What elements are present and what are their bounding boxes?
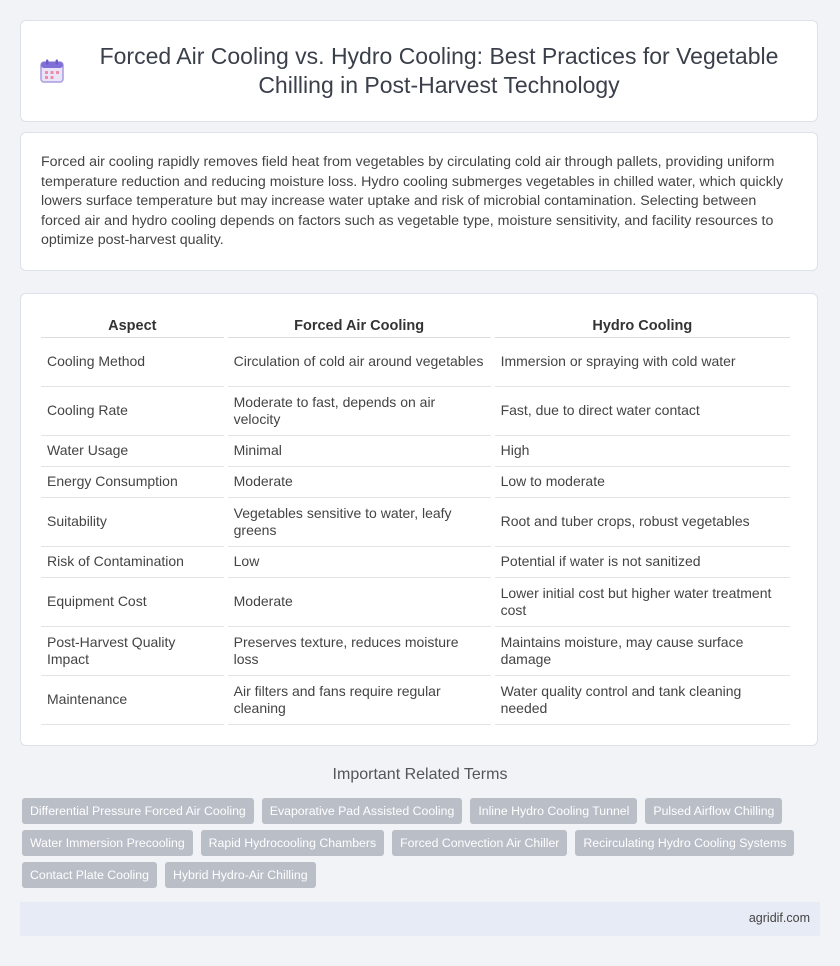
cell-hydro: Fast, due to direct water contact	[495, 387, 790, 436]
table-row	[41, 338, 790, 387]
table-row	[41, 387, 790, 436]
related-terms-title: Important Related Terms	[332, 766, 508, 783]
cell-forced-air: Moderate	[228, 578, 491, 627]
related-term-tag[interactable]: Water Immersion Precooling	[22, 830, 193, 856]
header-hydro: Hydro Cooling	[495, 312, 790, 338]
header-forced-air: Forced Air Cooling	[228, 312, 491, 338]
cell-hydro: Lower initial cost but higher water treatment cost	[495, 578, 790, 627]
footer-site-link[interactable]: agridif.com	[748, 911, 810, 925]
table-row	[41, 676, 790, 725]
table-row	[41, 547, 790, 578]
cell-aspect: Suitability	[41, 498, 224, 547]
cell-hydro: Water quality control and tank cleaning needed	[495, 676, 790, 725]
table-row	[41, 436, 790, 467]
cell-forced-air: Preserves texture, reduces moisture loss	[228, 627, 491, 676]
related-term-tag[interactable]: Pulsed Airflow Chilling	[645, 798, 782, 824]
related-term-tag[interactable]: Rapid Hydrocooling Chambers	[201, 830, 384, 856]
table-row	[41, 627, 790, 676]
related-term-tag[interactable]: Differential Pressure Forced Air Cooling	[22, 798, 254, 824]
related-term-tag[interactable]: Contact Plate Cooling	[22, 862, 157, 888]
page-title: Forced Air Cooling vs. Hydro Cooling: Best Practices for Vegetable Chilling in Post-Harvest Technology	[99, 43, 779, 98]
related-term-tag[interactable]: Evaporative Pad Assisted Cooling	[262, 798, 463, 824]
intro-card	[20, 132, 818, 271]
cell-forced-air: Minimal	[228, 436, 491, 467]
cell-forced-air: Circulation of cold air around vegetables	[228, 338, 491, 387]
footer	[20, 902, 820, 936]
intro-paragraph: Forced air cooling rapidly removes field heat from vegetables by circulating cold air through pallets, providing uniform temperature reduction and reducing moisture loss. Hydro cooling submerges vegetables in chilled water, which quickly lowers surface temperature but may increase water uptake and risk of microbial contamination. Selecting between forced air and hydro cooling depends on factors such as vegetable type, moisture sensitivity, and facility resources to optimize post-harvest quality.	[41, 154, 784, 249]
comparison-table-card	[20, 293, 818, 746]
cell-forced-air: Moderate to fast, depends on air velocity	[228, 387, 491, 436]
cell-aspect: Risk of Contamination	[41, 547, 224, 578]
cell-forced-air: Vegetables sensitive to water, leafy greens	[228, 498, 491, 547]
cell-forced-air: Air filters and fans require regular cleaning	[228, 676, 491, 725]
related-terms-list	[22, 798, 818, 888]
cell-aspect: Water Usage	[41, 436, 224, 467]
header-aspect: Aspect	[41, 312, 224, 338]
table-row	[41, 578, 790, 627]
cell-aspect: Post-Harvest Quality Impact	[41, 627, 224, 676]
header-card	[20, 20, 818, 122]
table-row	[41, 467, 790, 498]
cell-hydro: Potential if water is not sanitized	[495, 547, 790, 578]
comparison-table	[37, 312, 794, 725]
cell-aspect: Cooling Method	[41, 338, 224, 387]
related-term-tag[interactable]: Recirculating Hydro Cooling Systems	[575, 830, 794, 856]
related-term-tag[interactable]: Forced Convection Air Chiller	[392, 830, 567, 856]
cell-aspect: Cooling Rate	[41, 387, 224, 436]
table-header-row	[41, 312, 790, 338]
cell-aspect: Maintenance	[41, 676, 224, 725]
cell-aspect: Energy Consumption	[41, 467, 224, 498]
cell-hydro: Immersion or spraying with cold water	[495, 338, 790, 387]
related-term-tag[interactable]: Hybrid Hydro-Air Chilling	[165, 862, 316, 888]
calendar-icon	[39, 58, 65, 84]
cell-aspect: Equipment Cost	[41, 578, 224, 627]
cell-hydro: Low to moderate	[495, 467, 790, 498]
cell-hydro: Maintains moisture, may cause surface damage	[495, 627, 790, 676]
cell-forced-air: Moderate	[228, 467, 491, 498]
cell-hydro: High	[495, 436, 790, 467]
table-row	[41, 498, 790, 547]
cell-forced-air: Low	[228, 547, 491, 578]
related-term-tag[interactable]: Inline Hydro Cooling Tunnel	[470, 798, 637, 824]
cell-hydro: Root and tuber crops, robust vegetables	[495, 498, 790, 547]
